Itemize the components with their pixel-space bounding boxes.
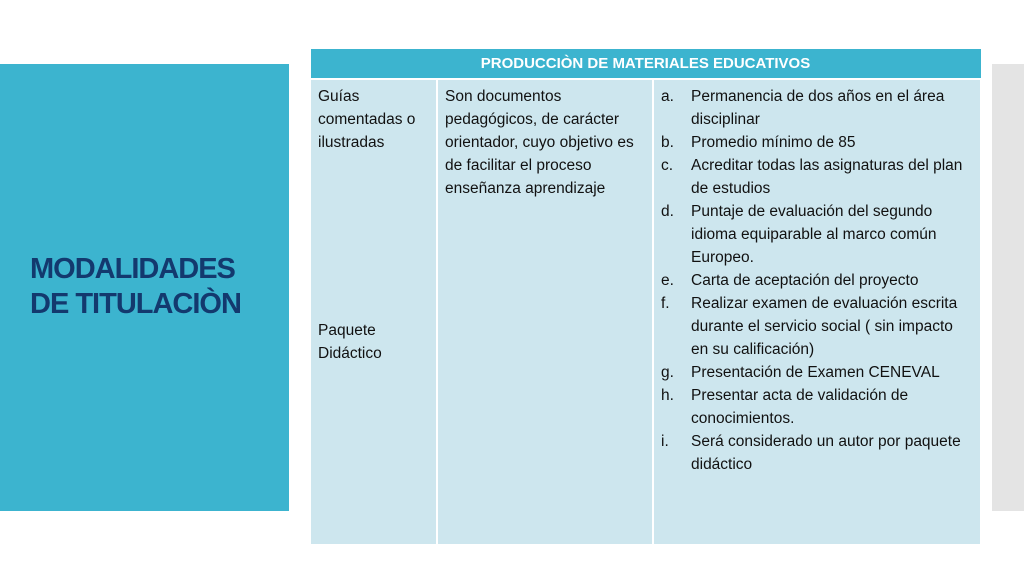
materials-table — [309, 48, 982, 546]
table-header: PRODUCCIÒN DE MATERIALES EDUCATIVOS — [310, 49, 981, 80]
list-item: b. Promedio mínimo de 85 — [661, 134, 856, 151]
material-type-package: Paquete Didáctico — [318, 322, 382, 362]
list-item: e. Carta de aceptación del proyecto — [661, 272, 919, 289]
material-types-cell — [310, 79, 437, 545]
material-type-guides: Guías comentadas o ilustradas — [318, 88, 416, 151]
list-item: h. Presentar acta de validación de conocimientos. — [661, 387, 909, 427]
list-item: d. Puntaje de evaluación del segundo idioma equiparable al marco común Europeo. — [661, 203, 937, 266]
list-item: g. Presentación de Examen CENEVAL — [661, 364, 940, 381]
table-header-row — [310, 49, 981, 80]
list-item: f. Realizar examen de evaluación escrita durante el servicio social ( sin impacto en su calificación) — [661, 295, 958, 358]
table-row — [310, 79, 981, 545]
slide-title: MODALIDADES DE TITULACIÒN — [30, 253, 241, 320]
right-accent-bar — [992, 64, 1024, 511]
list-item: a. Permanencia de dos años en el área disciplinar — [661, 88, 945, 128]
description-cell: Son documentos pedagógicos, de carácter orientador, cuyo objetivo es de facilitar el proceso enseñanza aprendizaje — [437, 79, 653, 545]
requirements-cell — [653, 79, 981, 545]
requirements-list — [661, 85, 973, 476]
list-item: i. Será considerado un autor por paquete didáctico — [661, 433, 961, 473]
list-item: c. Acreditar todas las asignaturas del plan de estudios — [661, 157, 963, 197]
